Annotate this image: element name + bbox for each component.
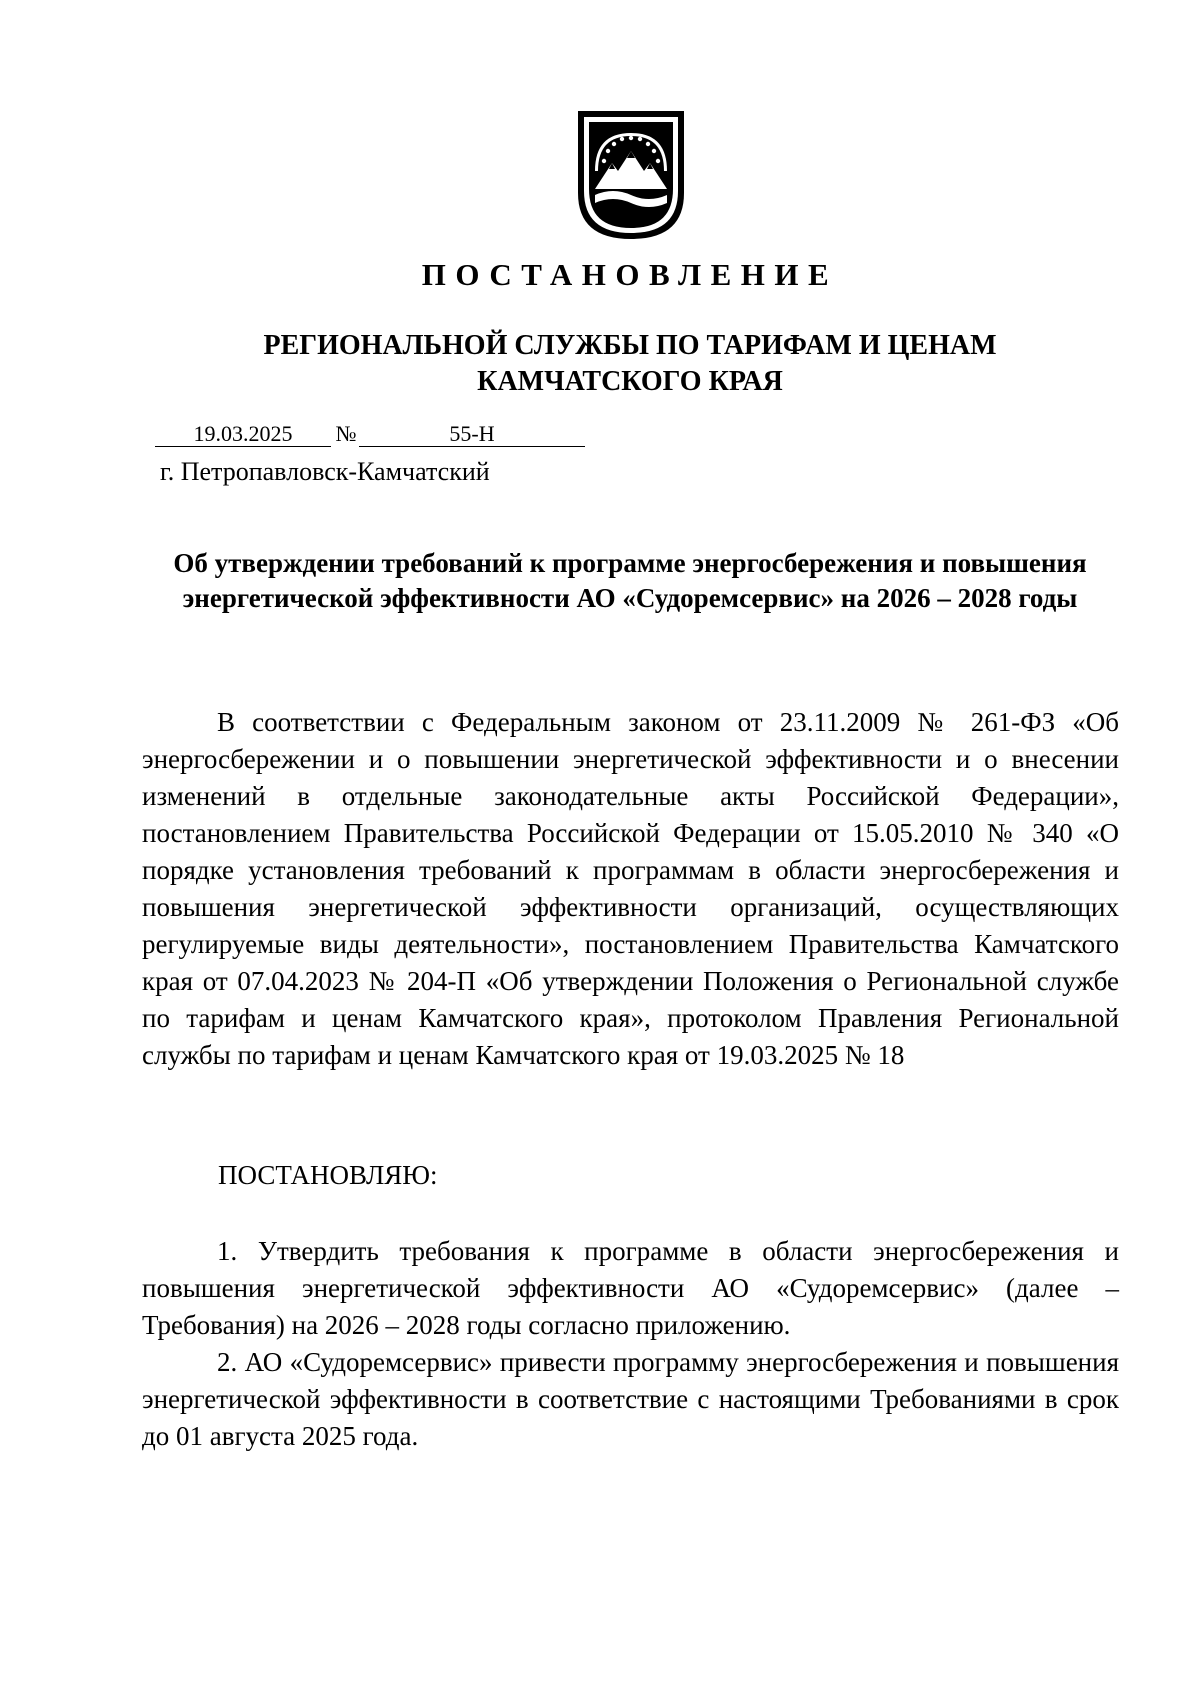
date-number-line (155, 420, 585, 448)
document-type-title: ПОСТАНОВЛЕНИЕ (421, 257, 839, 292)
document-city: г. Петропавловск-Камчатский (160, 457, 490, 486)
document-subject: Об утверждении требований к программе энергосбережения и повышения энергетической эффективности АО «Судоремсервис» на 2026 – 2028 годы (173, 548, 1087, 613)
document-number: 55-Н (359, 420, 585, 447)
document-date: 19.03.2025 (155, 420, 331, 447)
number-sign: № (335, 421, 357, 446)
resolution-item-2: 2. АО «Судоремсервис» привести программу энергосбережения и повышения энергетической эффективности в соответствие с настоящими Требованиями в срок до 01 августа 2025 года. (142, 1347, 1119, 1451)
preamble-paragraph: В соответствии с Федеральным законом от 23.11.2009 № 261-ФЗ «Об энергосбережении и о повышении энергетической эффективности и о внесении изменений в отдельные законодательные акты Российской Федерации», постановлением Правительства Российской Федерации от 15.05.2010 № 340 «О порядке установления требований к программам в области энергосбережения и повышения энергетической эффективности организаций, осуществляющих регулируемые виды деятельности», постановлением Правительства Камчатского края от 07.04.2023 № 204-П «Об утверждении Положения о Региональной службе по тарифам и ценам Камчатского края», протоколом Правления Региональной службы по тарифам и ценам Камчатского края от 19.03.2025 № 18 (142, 707, 1119, 1070)
resolution-item-1: 1. Утвердить требования к программе в области энергосбережения и повышения энергетической эффективности АО «Судоремсервис» (далее – Требования) на 2026 – 2028 годы согласно приложению. (142, 1236, 1119, 1340)
resolve-heading: ПОСТАНОВЛЯЮ: (218, 1160, 438, 1190)
agency-name: РЕГИОНАЛЬНОЙ СЛУЖБЫ ПО ТАРИФАМ И ЦЕНАМ КАМЧАТСКОГО КРАЯ (263, 330, 997, 397)
issuing-agency (0, 328, 1200, 400)
kamchatka-coat-of-arms-icon (578, 111, 684, 239)
